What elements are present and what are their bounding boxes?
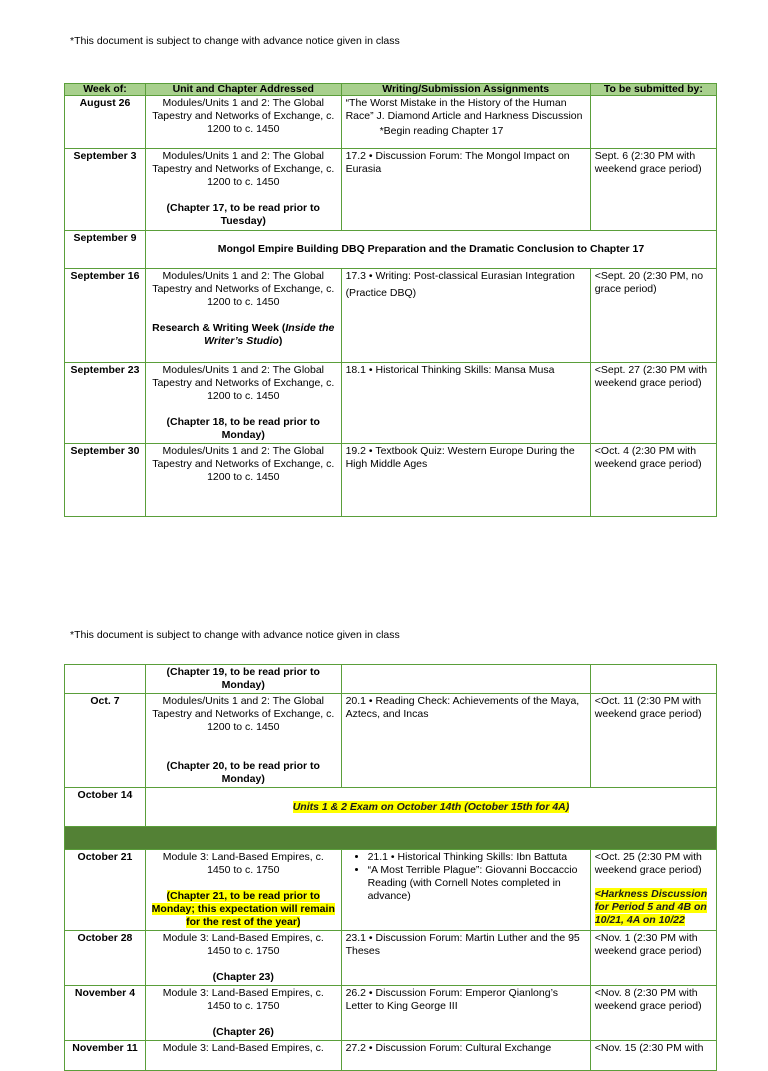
unit-cell <box>145 269 341 363</box>
due-cell: <Oct. 4 (2:30 PM with weekend grace period) <box>590 444 716 517</box>
unit-text: Module 3: Land-Based Empires, c. 1450 to c. 1750 <box>162 987 324 1012</box>
table-row <box>65 931 717 986</box>
table-row <box>65 444 717 517</box>
unit-cell <box>145 850 341 931</box>
unit-cell <box>145 931 341 986</box>
due-cell <box>590 665 716 694</box>
reading-note: (Chapter 23) <box>212 971 274 983</box>
assignment-cell <box>341 665 590 694</box>
schedule-table-1 <box>64 83 717 517</box>
table-row <box>65 1041 717 1071</box>
table-row <box>65 694 717 788</box>
unit-text: Module 3: Land-Based Empires, c. 1450 to c. 1750 <box>162 851 324 876</box>
notice-text: *This document is subject to change with advance notice given in class <box>70 35 400 47</box>
week-cell: October 21 <box>65 850 146 931</box>
reading-note: (Chapter 17, to be read prior to Tuesday) <box>166 202 320 227</box>
list-item: • 21.1 • Historical Thinking Skills: Ibn Battuta <box>368 851 586 864</box>
unit-cell <box>145 363 341 444</box>
unit-text: Modules/Units 1 and 2: The Global Tapestry and Networks of Exchange, c. 1200 to c. 1450 <box>152 364 335 402</box>
unit-cell <box>145 694 341 788</box>
header-assignments: Writing/Submission Assignments <box>341 84 590 96</box>
assignment-text: “The Worst Mistake in the History of the Human Race” J. Diamond Article and Harkness Discussion <box>345 97 583 122</box>
due-cell: <Oct. 11 (2:30 PM with weekend grace period) <box>590 694 716 788</box>
due-cell <box>590 96 716 149</box>
due-cell: <Nov. 1 (2:30 PM with weekend grace period) <box>590 931 716 986</box>
unit-text: Modules/Units 1 and 2: The Global Tapestry and Networks of Exchange, c. 1200 to c. 1450 <box>152 150 335 188</box>
research-note: Research & Writing Week (Inside the Writer’s Studio) <box>152 322 335 347</box>
notice-text: *This document is subject to change with advance notice given in class <box>70 629 400 641</box>
unit-text: Modules/Units 1 and 2: The Global Tapestry and Networks of Exchange, c. 1200 to c. 1450 <box>152 695 335 733</box>
unit-cell: Modules/Units 1 and 2: The Global Tapestry and Networks of Exchange, c. 1200 to c. 1450 <box>145 96 341 149</box>
table-row <box>65 149 717 231</box>
assignment-note: *Begin reading Chapter 17 <box>379 125 504 137</box>
table-header-row <box>65 84 717 96</box>
assignment-text: 17.3 • Writing: Post-classical Eurasian Integration <box>345 270 575 282</box>
due-cell <box>590 850 716 931</box>
week-cell: September 30 <box>65 444 146 517</box>
assignment-cell: 27.2 • Discussion Forum: Cultural Exchange <box>341 1041 590 1071</box>
due-cell: Sept. 6 (2:30 PM with weekend grace period) <box>590 149 716 231</box>
table-row <box>65 788 717 827</box>
unit-cell: Modules/Units 1 and 2: The Global Tapestry and Networks of Exchange, c. 1200 to c. 1450 <box>145 444 341 517</box>
week-cell: October 28 <box>65 931 146 986</box>
week-cell: November 11 <box>65 1041 146 1071</box>
header-unit: Unit and Chapter Addressed <box>145 84 341 96</box>
due-cell: <Nov. 15 (2:30 PM with <box>590 1041 716 1071</box>
assignment-cell: 19.2 • Textbook Quiz: Western Europe During the High Middle Ages <box>341 444 590 517</box>
assignment-note: (Practice DBQ) <box>345 287 417 299</box>
assignment-cell: 20.1 • Reading Check: Achievements of the Maya, Aztecs, and Incas <box>341 694 590 788</box>
unit-cell <box>145 149 341 231</box>
assignment-cell <box>341 269 590 363</box>
reading-note: (Chapter 21, to be read prior to Monday; this expectation will remain for the rest of the year) <box>151 890 335 928</box>
assignment-cell: 23.1 • Discussion Forum: Martin Luther and the 95 Theses <box>341 931 590 986</box>
header-week: Week of: <box>65 84 146 96</box>
reading-note: (Chapter 20, to be read prior to Monday) <box>166 760 320 785</box>
harkness-note: <Harkness Discussion for Period 5 and 4B on 10/21, 4A on 10/22 <box>594 888 708 926</box>
table-row <box>65 850 717 931</box>
assignment-cell: 17.2 • Discussion Forum: The Mongol Impact on Eurasia <box>341 149 590 231</box>
reading-note: (Chapter 26) <box>212 1026 274 1038</box>
divider-row <box>65 827 717 850</box>
week-cell: September 3 <box>65 149 146 231</box>
span-note: Mongol Empire Building DBQ Preparation and the Dramatic Conclusion to Chapter 17 <box>145 231 716 269</box>
table-row <box>65 269 717 363</box>
table-row <box>65 986 717 1041</box>
green-divider <box>65 827 717 850</box>
table-row <box>65 665 717 694</box>
week-cell: Oct. 7 <box>65 694 146 788</box>
unit-text: Module 3: Land-Based Empires, c. 1450 to c. 1750 <box>162 932 324 957</box>
week-cell: September 16 <box>65 269 146 363</box>
assignment-cell <box>341 850 590 931</box>
week-cell: September 23 <box>65 363 146 444</box>
due-cell: <Nov. 8 (2:30 PM with weekend grace period) <box>590 986 716 1041</box>
due-cell: <Sept. 27 (2:30 PM with weekend grace period) <box>590 363 716 444</box>
unit-cell <box>145 986 341 1041</box>
span-note <box>145 788 716 827</box>
due-cell: <Sept. 20 (2:30 PM, no grace period) <box>590 269 716 363</box>
week-cell <box>65 665 146 694</box>
reading-note: (Chapter 18, to be read prior to Monday) <box>166 416 320 441</box>
table-row <box>65 231 717 269</box>
table-row <box>65 363 717 444</box>
week-cell: August 26 <box>65 96 146 149</box>
assignment-cell: 26.2 • Discussion Forum: Emperor Qianlong’s Letter to King George III <box>341 986 590 1041</box>
week-cell: October 14 <box>65 788 146 827</box>
exam-note: Units 1 & 2 Exam on October 14th (October 15th for 4A) <box>292 800 570 813</box>
unit-cell: Module 3: Land-Based Empires, c. <box>145 1041 341 1071</box>
week-cell: November 4 <box>65 986 146 1041</box>
assignment-cell: 18.1 • Historical Thinking Skills: Mansa Musa <box>341 363 590 444</box>
reading-note: (Chapter 19, to be read prior to Monday) <box>145 665 341 694</box>
table-row <box>65 96 717 149</box>
header-due: To be submitted by: <box>590 84 716 96</box>
unit-text: Modules/Units 1 and 2: The Global Tapestry and Networks of Exchange, c. 1200 to c. 1450 <box>152 270 335 308</box>
due-text: <Oct. 25 (2:30 PM with weekend grace period) <box>594 851 702 876</box>
assignment-list <box>346 851 586 903</box>
list-item: • “A Most Terrible Plague”: Giovanni Boccaccio Reading (with Cornell Notes completed in advance) <box>368 864 586 903</box>
schedule-table-2 <box>64 664 717 1071</box>
assignment-cell <box>341 96 590 149</box>
week-cell: September 9 <box>65 231 146 269</box>
